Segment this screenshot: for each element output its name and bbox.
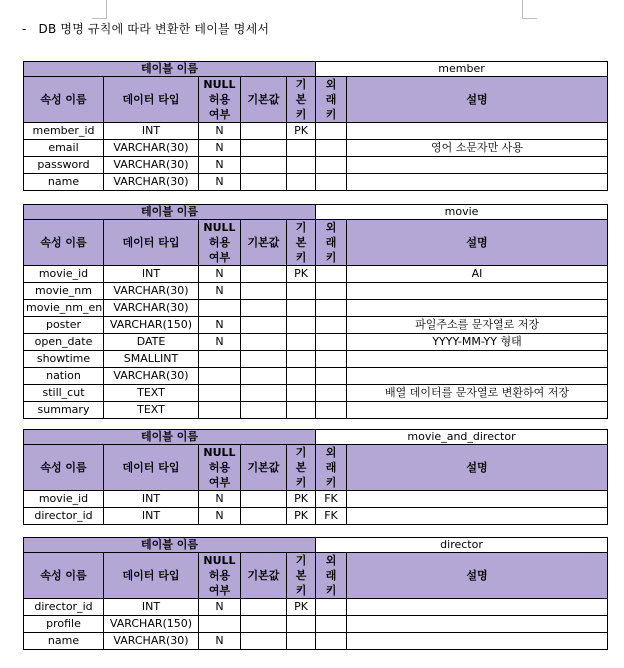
table-row [24,385,608,402]
pk-cell [287,157,316,174]
type-cell: INT [104,491,199,508]
fk-cell [316,368,347,385]
fk-cell [316,157,347,174]
pk-header-line: 키 [295,251,307,264]
document-heading [22,20,269,37]
pk-header-line: 기 [295,554,307,567]
default-cell [241,402,287,419]
desc-cell [347,123,608,140]
type-cell: VARCHAR(30) [104,140,199,157]
col-description-header: 설명 [347,220,608,266]
col-data-type-header: 데이터 타입 [104,445,199,491]
desc-cell [347,616,608,633]
col-attr-name-header: 속성 이름 [24,220,104,266]
type-cell: VARCHAR(30) [104,157,199,174]
pk-cell [287,334,316,351]
default-cell [241,491,287,508]
table-row [24,300,608,317]
null-cell: N [199,140,241,157]
fk-header-line: 키 [325,584,337,597]
fk-header-line: 래 [325,461,337,474]
type-cell: VARCHAR(150) [104,317,199,334]
col-default-header: 기본값 [241,553,287,599]
default-cell [241,351,287,368]
type-cell: INT [104,508,199,525]
attr-cell: director_id [24,599,104,616]
pk-cell: PK [287,266,316,283]
fk-cell [316,123,347,140]
pk-cell: PK [287,508,316,525]
col-attr-name-header: 속성 이름 [24,77,104,123]
null-cell: N [199,599,241,616]
table-row [24,491,608,508]
spec-table-movie-and-director [23,429,608,525]
page-corner-mark-left [92,0,107,19]
table-row [24,599,608,616]
fk-header-line: 외 [325,221,337,234]
desc-cell: 파일주소를 문자열로 저장 [347,317,608,334]
null-header-line: NULL [203,554,236,567]
type-cell: VARCHAR(30) [104,300,199,317]
null-cell [199,300,241,317]
null-header-line: 허용 [208,93,231,106]
desc-cell: AI [347,266,608,283]
default-cell [241,633,287,650]
fk-header-line: 키 [325,251,337,264]
fk-cell: FK [316,491,347,508]
fk-header-line: 외 [325,78,337,91]
null-header-line: 허용 [208,569,231,582]
pk-cell [287,633,316,650]
null-header-line: 여부 [208,251,231,264]
type-cell: TEXT [104,385,199,402]
desc-cell [347,508,608,525]
fk-header-line: 래 [325,569,337,582]
col-attr-name-header: 속성 이름 [24,445,104,491]
table-row [24,283,608,300]
fk-cell [316,317,347,334]
null-cell [199,368,241,385]
null-header-line: 허용 [208,461,231,474]
pk-cell [287,300,316,317]
pk-cell [287,140,316,157]
page-corner-mark-right [522,0,537,19]
pk-header-line: 키 [295,584,307,597]
pk-header-line: 본 [295,461,307,474]
attr-cell: movie_nm [24,283,104,300]
default-cell [241,266,287,283]
attr-cell: movie_nm_en [24,300,104,317]
table-row [24,123,608,140]
null-cell [199,616,241,633]
attr-cell: poster [24,317,104,334]
null-cell [199,385,241,402]
col-data-type-header: 데이터 타입 [104,77,199,123]
table-row [24,174,608,191]
attr-cell: name [24,633,104,650]
fk-cell [316,283,347,300]
fk-cell [316,334,347,351]
attr-cell: movie_id [24,266,104,283]
default-cell [241,283,287,300]
table-row [24,317,608,334]
type-cell: INT [104,123,199,140]
fk-cell [316,616,347,633]
attr-cell: showtime [24,351,104,368]
type-cell: VARCHAR(30) [104,174,199,191]
col-null-header [199,77,241,123]
table-name-label: 테이블 이름 [24,62,316,77]
table-name-label: 테이블 이름 [24,538,316,553]
fk-cell [316,351,347,368]
col-null-header [199,553,241,599]
desc-cell [347,283,608,300]
default-cell [241,317,287,334]
desc-cell [347,157,608,174]
fk-header-line: 외 [325,554,337,567]
type-cell: VARCHAR(30) [104,283,199,300]
pk-cell [287,402,316,419]
null-header-line: NULL [203,446,236,459]
default-cell [241,508,287,525]
desc-cell [347,174,608,191]
col-default-header: 기본값 [241,220,287,266]
col-default-header: 기본값 [241,445,287,491]
pk-cell: PK [287,123,316,140]
col-data-type-header: 데이터 타입 [104,220,199,266]
null-header-line: 여부 [208,108,231,121]
fk-cell [316,266,347,283]
attr-cell: open_date [24,334,104,351]
null-cell: N [199,157,241,174]
null-cell: N [199,317,241,334]
fk-cell [316,633,347,650]
spec-table-director [23,537,608,650]
col-data-type-header: 데이터 타입 [104,553,199,599]
pk-header-line: 기 [295,221,307,234]
table-name-value: member [316,62,608,77]
desc-cell [347,599,608,616]
desc-cell [347,402,608,419]
col-description-header: 설명 [347,445,608,491]
fk-header-line: 외 [325,446,337,459]
col-pk-header [287,220,316,266]
table-name-value: movie_and_director [316,430,608,445]
type-cell: INT [104,599,199,616]
type-cell: VARCHAR(30) [104,633,199,650]
pk-header-line: 키 [295,108,307,121]
table-row [24,266,608,283]
table-row [24,368,608,385]
pk-cell [287,317,316,334]
desc-cell: YYYY-MM-YY 형태 [347,334,608,351]
attr-cell: director_id [24,508,104,525]
null-cell: N [199,633,241,650]
default-cell [241,599,287,616]
null-header-line: 여부 [208,584,231,597]
pk-cell [287,616,316,633]
table-name-label: 테이블 이름 [24,430,316,445]
pk-header-line: 기 [295,446,307,459]
col-null-header [199,220,241,266]
type-cell: VARCHAR(150) [104,616,199,633]
desc-cell [347,300,608,317]
null-cell: N [199,174,241,191]
table-name-label: 테이블 이름 [24,205,316,220]
col-description-header: 설명 [347,553,608,599]
attr-cell: name [24,174,104,191]
type-cell: INT [104,266,199,283]
pk-cell [287,368,316,385]
default-cell [241,157,287,174]
col-fk-header [316,220,347,266]
attr-cell: member_id [24,123,104,140]
default-cell [241,300,287,317]
null-cell: N [199,508,241,525]
table-row [24,508,608,525]
pk-cell [287,351,316,368]
default-cell [241,616,287,633]
pk-header-line: 키 [295,476,307,489]
pk-cell [287,283,316,300]
pk-header-line: 본 [295,569,307,582]
null-cell: N [199,491,241,508]
col-null-header [199,445,241,491]
table-name-value: director [316,538,608,553]
attr-cell: summary [24,402,104,419]
type-cell: SMALLINT [104,351,199,368]
attr-cell: movie_id [24,491,104,508]
attr-cell: profile [24,616,104,633]
desc-cell: 배열 데이터를 문자열로 변환하여 저장 [347,385,608,402]
col-default-header: 기본값 [241,77,287,123]
fk-cell [316,385,347,402]
attr-cell: email [24,140,104,157]
table-row [24,351,608,368]
table-row [24,616,608,633]
col-fk-header [316,77,347,123]
fk-header-line: 래 [325,93,337,106]
col-fk-header [316,445,347,491]
table-row [24,633,608,650]
null-header-line: NULL [203,221,236,234]
type-cell: VARCHAR(30) [104,368,199,385]
attr-cell: still_cut [24,385,104,402]
pk-cell: PK [287,491,316,508]
col-description-header: 설명 [347,77,608,123]
pk-header-line: 본 [295,236,307,249]
pk-cell: PK [287,599,316,616]
table-row [24,140,608,157]
attr-cell: nation [24,368,104,385]
desc-cell [347,633,608,650]
default-cell [241,174,287,191]
spec-table-movie [23,204,608,419]
fk-header-line: 키 [325,108,337,121]
null-cell [199,351,241,368]
fk-cell [316,140,347,157]
default-cell [241,385,287,402]
fk-cell [316,402,347,419]
spec-table-member [23,61,608,191]
desc-cell [347,491,608,508]
heading-text: DB 명명 규칙에 따라 변환한 테이블 명세서 [38,22,270,36]
desc-cell [347,351,608,368]
bullet-dash: - [22,22,27,36]
null-cell [199,402,241,419]
null-cell: N [199,123,241,140]
attr-cell: password [24,157,104,174]
col-attr-name-header: 속성 이름 [24,553,104,599]
desc-cell: 영어 소문자만 사용 [347,140,608,157]
col-fk-header [316,553,347,599]
default-cell [241,123,287,140]
pk-header-line: 본 [295,93,307,106]
type-cell: DATE [104,334,199,351]
table-row [24,334,608,351]
pk-cell [287,174,316,191]
table-name-value: movie [316,205,608,220]
default-cell [241,334,287,351]
col-pk-header [287,445,316,491]
pk-cell [287,385,316,402]
fk-cell [316,174,347,191]
col-pk-header [287,553,316,599]
desc-cell [347,368,608,385]
fk-header-line: 래 [325,236,337,249]
fk-header-line: 키 [325,476,337,489]
null-cell: N [199,283,241,300]
table-row [24,402,608,419]
default-cell [241,140,287,157]
type-cell: TEXT [104,402,199,419]
fk-cell: FK [316,508,347,525]
null-header-line: 여부 [208,476,231,489]
pk-header-line: 기 [295,78,307,91]
fk-cell [316,300,347,317]
null-header-line: NULL [203,78,236,91]
null-cell: N [199,334,241,351]
default-cell [241,368,287,385]
fk-cell [316,599,347,616]
col-pk-header [287,77,316,123]
table-row [24,157,608,174]
null-cell: N [199,266,241,283]
null-header-line: 허용 [208,236,231,249]
